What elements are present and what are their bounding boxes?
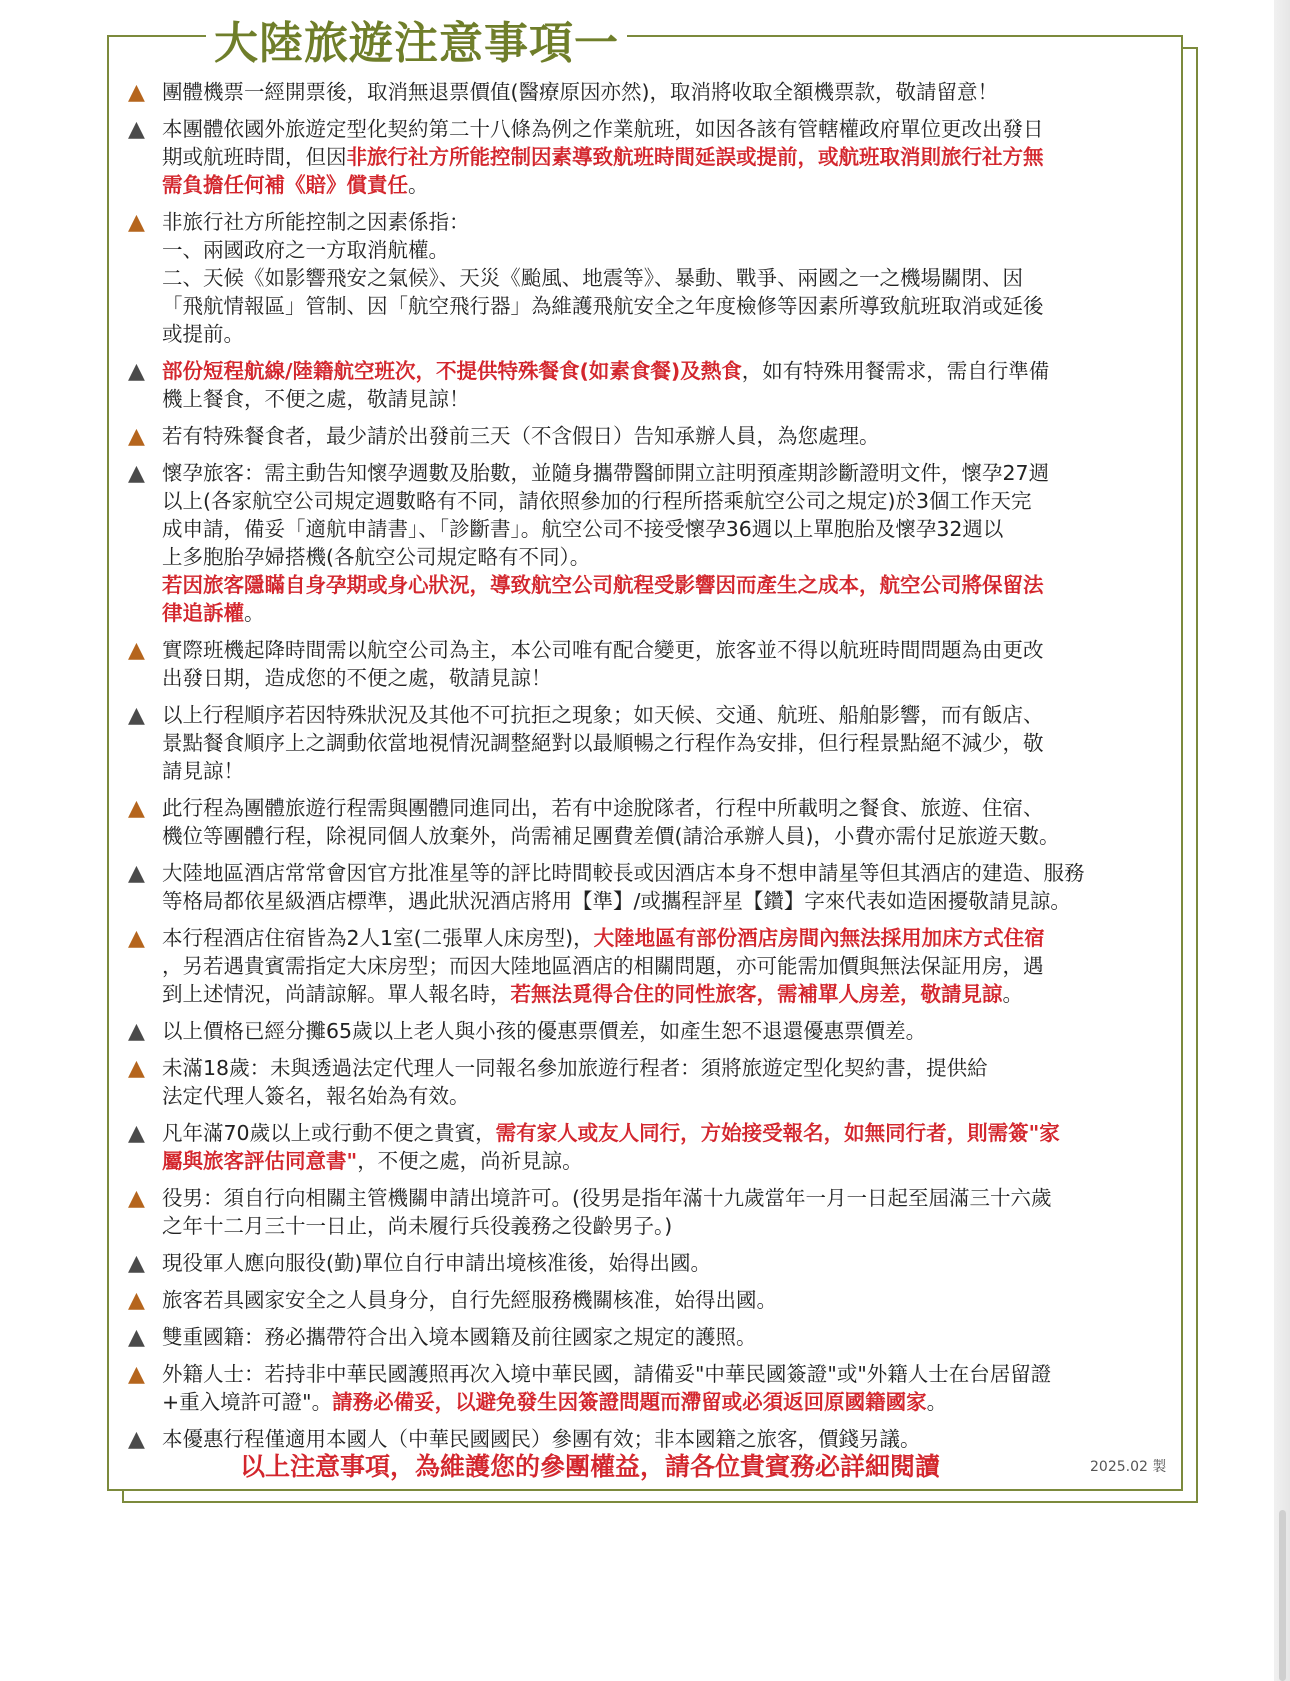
notice-line [162,1147,1163,1175]
notice-text: 。 [408,173,429,197]
emphasis-text: 請務必備妥，以避免發生因簽證問題而滯留或必須返回原國籍國家 [332,1390,927,1414]
notice-item [128,1323,1163,1351]
notice-item [128,1360,1163,1416]
notice-item [128,701,1163,785]
emphasis-text: 律追訴權 [162,601,244,625]
triangle-bullet-icon: ▲ [128,1186,145,1211]
notice-line [162,729,1163,757]
notice-item [128,115,1163,199]
triangle-bullet-icon: ▲ [128,1427,145,1452]
page-title: 大陸旅遊注意事項一 [206,14,627,74]
scrollbar-thumb[interactable] [1279,1510,1286,1681]
notice-line [162,264,1163,292]
notice-line [162,115,1163,143]
notice-text: 之年十二月三十一日止，尚未履行兵役義務之役齡男子。) [162,1214,673,1238]
triangle-bullet-icon: ▲ [128,703,145,728]
notice-line [162,859,1163,887]
notice-line [162,422,1163,450]
triangle-bullet-icon: ▲ [128,1251,145,1276]
notice-text: 本團體依國外旅遊定型化契約第二十八條為例之作業航班，如因各該有管轄權政府單位更改出發日 [162,117,1044,141]
notice-text: 期或航班時間，但因 [162,145,347,169]
triangle-bullet-icon: ▲ [128,117,145,142]
notice-text: 以上價格已經分攤65歲以上老人與小孩的優惠票價差，如產生恕不退還優惠票價差。 [162,1019,927,1043]
notice-text: 以上行程順序若因特殊狀況及其他不可抗拒之現象；如天候、交通、航班、船舶影響，而有飯店、 [162,703,1044,727]
notice-line [162,571,1163,599]
notice-text: 到上述情況，尚請諒解。單人報名時， [162,982,511,1006]
notice-line [162,1119,1163,1147]
notice-line [162,1082,1163,1110]
notice-text: 「飛航情報區」管制、因「航空飛行器」為維護飛航安全之年度檢修等因素所導致航班取消或延後 [162,294,1044,318]
notice-line [162,924,1163,952]
notice-item [128,459,1163,627]
triangle-bullet-icon: ▲ [128,359,145,384]
emphasis-text: 若無法覓得合住的同性旅客，需補單人房差，敬請見諒 [510,982,1003,1006]
notice-line [162,320,1163,348]
emphasis-text: 需有家人或友人同行，方始接受報名，如無同行者，則需簽"家 [495,1121,1060,1145]
notice-line [162,599,1163,627]
notice-text: 本行程酒店住宿皆為2人1室(二張單人床房型)， [162,926,594,950]
notice-text: 法定代理人簽名，報名始為有效。 [162,1084,470,1108]
page-side-shade [1274,0,1290,1681]
notice-text: 成申請，備妥「適航申請書」、「診斷書」。航空公司不接受懷孕36週以上單胞胎及懷孕32週以 [162,517,1004,541]
notice-line [162,1388,1163,1416]
notice-text: 機上餐食，不便之處，敬請見諒！ [162,387,470,411]
notice-text: 本優惠行程僅適用本國人（中華民國國民）參團有效；非本國籍之旅客，價錢另議。 [162,1427,921,1451]
triangle-bullet-icon: ▲ [128,796,145,821]
emphasis-text: 若因旅客隱瞞自身孕期或身心狀況，導致航空公司航程受影響因而產生之成本，航空公司將保留法 [162,573,1044,597]
notice-item [128,636,1163,692]
notice-item [128,1119,1163,1175]
notice-text: ，另若遇貴賓需指定大床房型；而因大陸地區酒店的相關問題，亦可能需加價與無法保証用房，遇 [162,954,1044,978]
notice-line [162,1054,1163,1082]
notice-line [162,1286,1163,1314]
triangle-bullet-icon: ▲ [128,861,145,886]
notice-line [162,1323,1163,1351]
notice-text: 。 [926,1390,948,1414]
triangle-bullet-icon: ▲ [128,210,145,235]
notice-line [162,1212,1163,1240]
notice-text: 懷孕旅客：需主動告知懷孕週數及胎數，並隨身攜帶醫師開立註明預產期診斷證明文件，懷孕27週 [162,461,1050,485]
notice-line [162,292,1163,320]
triangle-bullet-icon: ▲ [128,1056,145,1081]
notice-item [128,78,1163,106]
emphasis-text: 部份短程航線/陸籍航空班次，不提供特殊餐食(如素食餐)及熱食 [162,359,742,383]
notice-text: 雙重國籍：務必攜帶符合出入境本國籍及前往國家之規定的護照。 [162,1325,757,1349]
notice-text: 此行程為團體旅遊行程需與團體同進同出，若有中途脫隊者，行程中所載明之餐食、旅遊、住宿、 [162,796,1044,820]
notice-line [162,757,1163,785]
footer-notice: 以上注意事項，為維護您的參團權益，請各位貴賓務必詳細閱讀 [240,1452,941,1481]
notice-text: ，不便之處，尚祈見諒。 [357,1149,583,1173]
notice-text: 上多胞胎孕婦搭機(各航空公司規定略有不同）。 [162,545,591,569]
notice-line [162,822,1163,850]
notice-text: ，如有特殊用餐需求，需自行準備 [741,359,1050,383]
notice-text: 凡年滿70歲以上或行動不便之貴賓， [162,1121,496,1145]
notice-text: 團體機票一經開票後，取消無退票價值(醫療原因亦然)，取消將收取全額機票款，敬請留意！ [162,80,998,104]
notice-line [162,208,1163,236]
triangle-bullet-icon: ▲ [128,1325,145,1350]
emphasis-text: 需負擔任何補《賠》償責任 [162,173,408,197]
notice-item [128,1249,1163,1277]
notice-item [128,422,1163,450]
notice-item [128,1054,1163,1110]
notice-text: 實際班機起降時間需以航空公司為主，本公司唯有配合變更，旅客並不得以航班時間問題為由更改 [162,638,1044,662]
notice-line [162,1184,1163,1212]
notice-line [162,143,1163,171]
notice-line [162,1360,1163,1388]
notice-line [162,701,1163,729]
notice-text: 役男：須自行向相關主管機關申請出境許可。(役男是指年滿十九歲當年一月一日起至屆滿三十六歲 [162,1186,1052,1210]
notice-text: +重入境許可證"。 [162,1390,333,1414]
notice-text: 以上(各家航空公司規定週數略有不同，請依照參加的行程所搭乘航空公司之規定)於3個工作天完 [162,489,1032,513]
triangle-bullet-icon: ▲ [128,80,145,105]
triangle-bullet-icon: ▲ [128,1019,145,1044]
notice-text: 二、天候《如影響飛安之氣候》、天災《颱風、地震等》、暴動、戰爭、兩國之一之機場關閉、因 [162,266,1023,290]
notice-text: 機位等團體行程，除視同個人放棄外，尚需補足團費差價(請洽承辦人員)，小費亦需付足旅遊天數。 [162,824,1060,848]
notice-text: 一、兩國政府之一方取消航權。 [162,238,449,262]
notice-text: 現役軍人應向服役(勤)單位自行申請出境核准後，始得出國。 [162,1251,711,1275]
notice-text: 請見諒！ [162,759,244,783]
notice-line [162,357,1163,385]
notice-text: 。 [244,601,265,625]
notice-item [128,1017,1163,1045]
triangle-bullet-icon: ▲ [128,424,145,449]
notice-line [162,664,1163,692]
notice-line [162,1017,1163,1045]
notice-line [162,1249,1163,1277]
notice-item [128,859,1163,915]
notice-text: 旅客若具國家安全之人員身分，自行先經服務機關核准，始得出國。 [162,1288,777,1312]
notice-line [162,515,1163,543]
notice-line [162,952,1163,980]
notice-line [162,385,1163,413]
notice-list [128,78,1163,1462]
notice-item [128,924,1163,1008]
triangle-bullet-icon: ▲ [128,638,145,663]
notice-line [162,236,1163,264]
notice-line [162,78,1163,106]
notice-item [128,357,1163,413]
notice-text: 。 [1002,982,1023,1006]
triangle-bullet-icon: ▲ [128,1362,145,1387]
notice-item [128,1286,1163,1314]
emphasis-text: 非旅行社方所能控制因素導致航班時間延誤或提前，或航班取消則旅行社方無 [346,145,1044,169]
notice-line [162,543,1163,571]
notice-text: 景點餐食順序上之調動依當地視情況調整絕對以最順暢之行程作為安排，但行程景點絕不減少，敬 [162,731,1044,755]
notice-line [162,980,1163,1008]
triangle-bullet-icon: ▲ [128,461,145,486]
emphasis-text: 大陸地區有部份酒店房間內無法採用加床方式住宿 [593,926,1045,950]
notice-line [162,887,1163,915]
notice-line [162,487,1163,515]
notice-text: 等格局都依星級酒店標準，遇此狀況酒店將用【準】/或攜程評星【鑽】字來代表如造困擾敬請見諒。 [162,889,1071,913]
notice-text: 或提前。 [162,322,244,346]
emphasis-text: 屬與旅客評估同意書" [162,1149,358,1173]
notice-text: 若有特殊餐食者，最少請於出發前三天（不含假日）告知承辦人員，為您處理。 [162,424,880,448]
notice-item [128,1184,1163,1240]
footer-date: 2025.02 製 [1090,1459,1167,1475]
triangle-bullet-icon: ▲ [128,926,145,951]
notice-text: 外籍人士：若持非中華民國護照再次入境中華民國，請備妥"中華民國簽證"或"外籍人士在台居留證 [162,1362,1052,1386]
notice-line [162,794,1163,822]
notice-item [128,794,1163,850]
notice-item [128,208,1163,348]
triangle-bullet-icon: ▲ [128,1288,145,1313]
notice-line [162,171,1163,199]
notice-line [162,636,1163,664]
notice-text: 未滿18歲：未與透過法定代理人一同報名參加旅遊行程者：須將旅遊定型化契約書，提供給 [162,1056,988,1080]
notice-text: 非旅行社方所能控制之因素係指： [162,210,470,234]
notice-line [162,459,1163,487]
notice-text: 出發日期，造成您的不便之處，敬請見諒！ [162,666,552,690]
notice-text: 大陸地區酒店常常會因官方批准星等的評比時間較長或因酒店本身不想申請星等但其酒店的建造、服務 [162,861,1085,885]
triangle-bullet-icon: ▲ [128,1121,145,1146]
